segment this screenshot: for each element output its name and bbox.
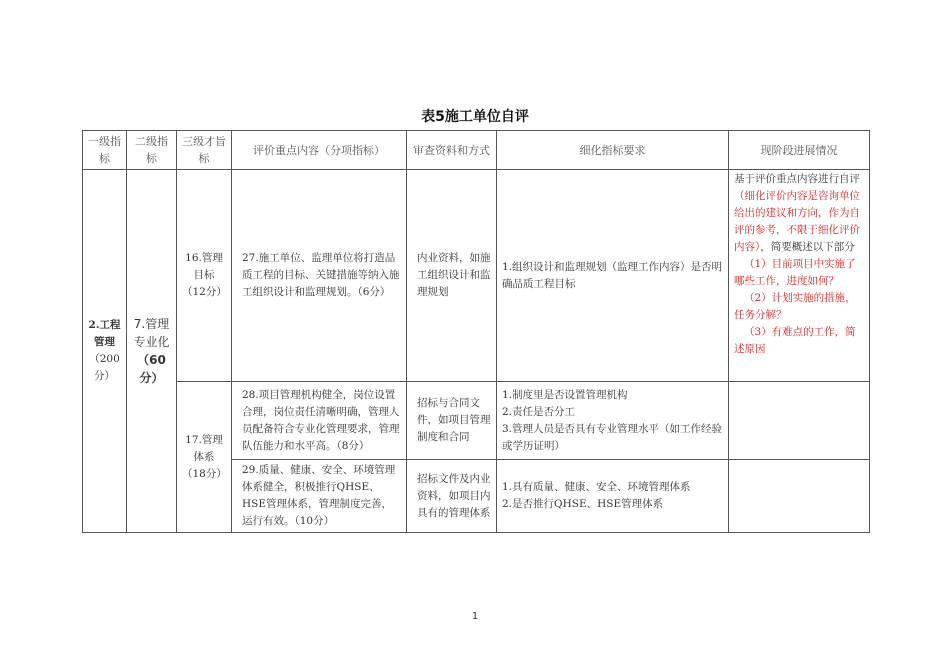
progress-note: （细化评价内容是咨询单位给出的建议和方向，作为自评的参考，不限于细化评价内容）	[734, 190, 860, 253]
requirement-item: 3.管理人员是否具有专业管理水平（如工作经验或学历证明）	[502, 422, 723, 452]
requirements-cell	[497, 382, 729, 460]
review-text: 内业资料，如施工组织设计和监理规划	[417, 252, 491, 298]
level3-label: 16.管理目标（12分）	[182, 252, 227, 298]
header-content: 评价重点内容（分项指标）	[232, 131, 407, 170]
level1-label: 2.工程管理	[88, 319, 121, 348]
header-review: 审查资料和方式	[407, 131, 497, 170]
level3-cell	[177, 170, 232, 382]
progress-cell	[729, 170, 870, 382]
progress-item: （3）有难点的工作，简述原因	[734, 326, 856, 355]
header-requirements: 细化指标要求	[497, 131, 729, 170]
progress-item: （2）计划实施的措施，任务分解？	[734, 292, 856, 321]
header-level3: 三级才旨标	[177, 131, 232, 170]
content-text: 29.质量、健康、安全、环境管理体系健全，积极推行QHSE、HSE管理体系，管理制度完善，运行有效。（10分）	[242, 464, 396, 527]
level3-cell	[177, 382, 232, 533]
review-text: 招标文件及内业资料，如项目内具有的管理体系	[417, 472, 491, 519]
requirement-item: 2.责任是否分工	[502, 405, 576, 418]
level2-cell	[127, 170, 177, 533]
content-text: 28.项目管理机构健全，岗位设置合理，岗位责任清晰明确，管理人员配备符合专业化管理要求，管理队伍能力和水平高。（8分）	[242, 388, 400, 452]
requirement-item: 2.是否推行QHSE、HSE管理体系	[502, 498, 664, 510]
content-cell	[232, 460, 407, 533]
content-cell	[232, 170, 407, 382]
requirement-item: 1.组织设计和监理规划（监理工作内容）是否明确品质工程目标	[502, 260, 723, 290]
content-cell	[232, 382, 407, 460]
evaluation-table	[82, 130, 870, 533]
header-level2: 二级指标	[127, 131, 177, 170]
review-text: 招标与合同文件，如项目管理制度和合同	[417, 397, 491, 443]
requirement-item: 1.制度里是否设置管理机构	[502, 388, 628, 401]
review-cell	[407, 170, 497, 382]
level2-label: 7.管理专业化	[133, 317, 170, 349]
requirements-cell	[497, 460, 729, 533]
header-row	[83, 131, 870, 170]
level1-score: （200分）	[89, 353, 120, 382]
progress-intro: 基于评价重点内容进行自评	[734, 173, 860, 185]
progress-cell-empty	[729, 382, 870, 460]
progress-cell-empty	[729, 460, 870, 533]
requirements-cell	[497, 170, 729, 382]
progress-tail: ，简要概述以下部分	[760, 241, 855, 253]
progress-item: （1）目前项目中实施了哪些工作，进度如何？	[734, 258, 856, 287]
requirement-item: 1.具有质量、健康、安全、环境管理体系	[502, 481, 691, 493]
level1-cell	[83, 170, 127, 533]
review-cell	[407, 382, 497, 460]
table-row	[83, 170, 870, 382]
table-title: 表5施工单位自评	[421, 109, 529, 125]
table-row	[83, 382, 870, 460]
page-number: 1	[471, 611, 479, 622]
content-text: 27.施工单位、监理单位将打造品质工程的目标、关键措施等纳入施工组织设计和监理规划。（6分）	[242, 252, 400, 298]
level2-score: （60分）	[137, 353, 166, 385]
header-progress: 现阶段进展情况	[729, 131, 870, 170]
header-level1: 一级指标	[83, 131, 127, 170]
review-cell	[407, 460, 497, 533]
level3-label: 17.管理体系（18分）	[182, 433, 227, 480]
